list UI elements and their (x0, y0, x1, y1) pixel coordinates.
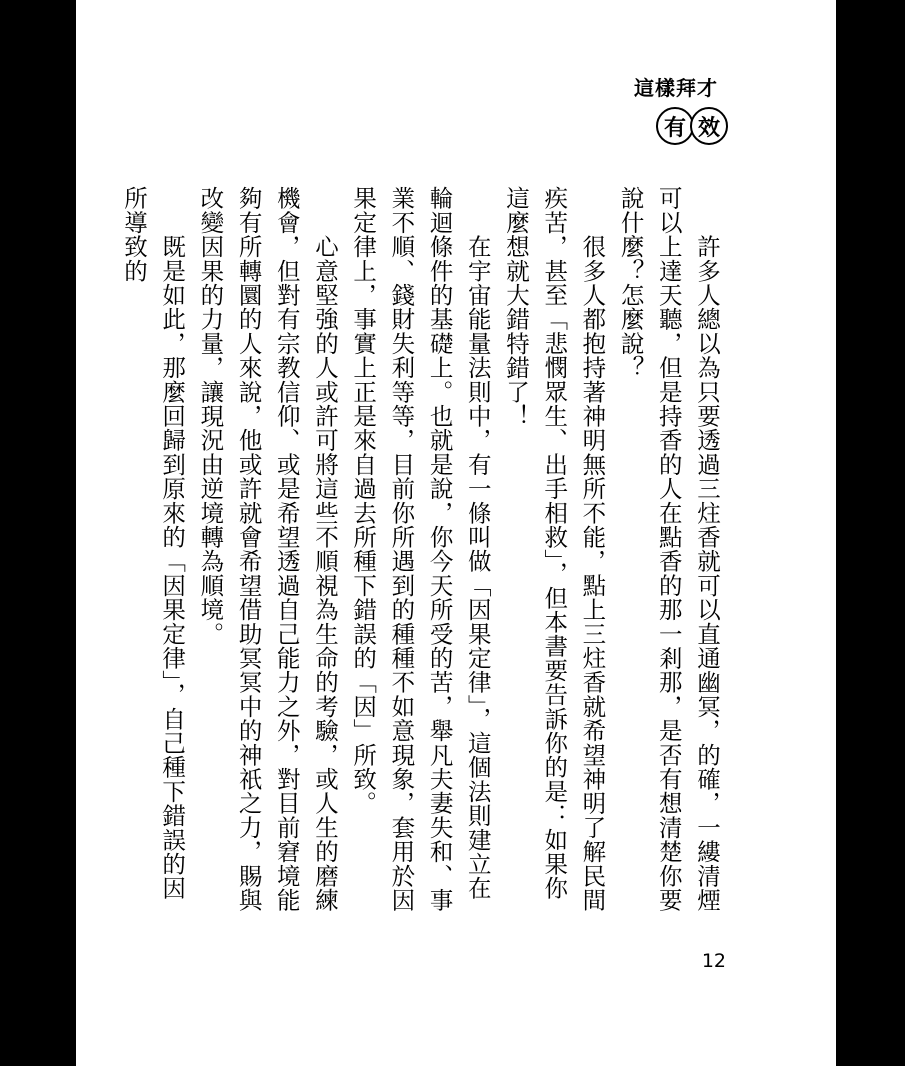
running-header (616, 72, 756, 145)
paragraph: 心意堅強的人或許可將這些不順視為生命的考驗，或人生的磨練機會，但對有宗教信仰、或是希望透過自己能力之外，對目前窘境能夠有所轉圜的人來說，他或許就會希望借助冥冥中的神祇之力，賜與改變因果的力量，讓現況由逆境轉為順境。 (196, 186, 339, 912)
page-number: 12 (701, 950, 726, 972)
paragraph: 在宇宙能量法則中，有一條叫做「因果定律」，這個法則建立在輪迴條件的基礎上。也就是說，你今天所受的苦，舉凡夫妻失和、事業不順、錢財失利等等，目前你所遇到的種種不如意現象，套用於因果定律上，事實上正是來自過去所種下錯誤的「因」所致。 (349, 186, 492, 912)
header-seal-xiao: 效 (690, 107, 728, 145)
header-title: 這樣拜才 (634, 76, 718, 100)
paragraph: 既是如此，那麼回歸到原來的「因果定律」，自己種下錯誤的因所導致的 (119, 186, 187, 901)
header-seal-group (616, 107, 728, 145)
header-seal-you: 有 (656, 107, 694, 145)
paragraph: 許多人總以為只要透過三炷香就可以直通幽冥，的確，一縷清煙可以上達天聽，但是持香的人在點香的那一剎那，是否有想清楚你要說什麼？怎麼說？ (616, 186, 721, 912)
vertical-body-text (119, 186, 726, 916)
paragraph: 很多人都抱持著神明無所不能，點上三炷香就希望神明了解民間疾苦，甚至「悲憫眾生、出手相救」，但本書要告訴你的是：如果你這麼想就大錯特錯了！ (501, 186, 607, 912)
book-page (76, 0, 836, 1066)
